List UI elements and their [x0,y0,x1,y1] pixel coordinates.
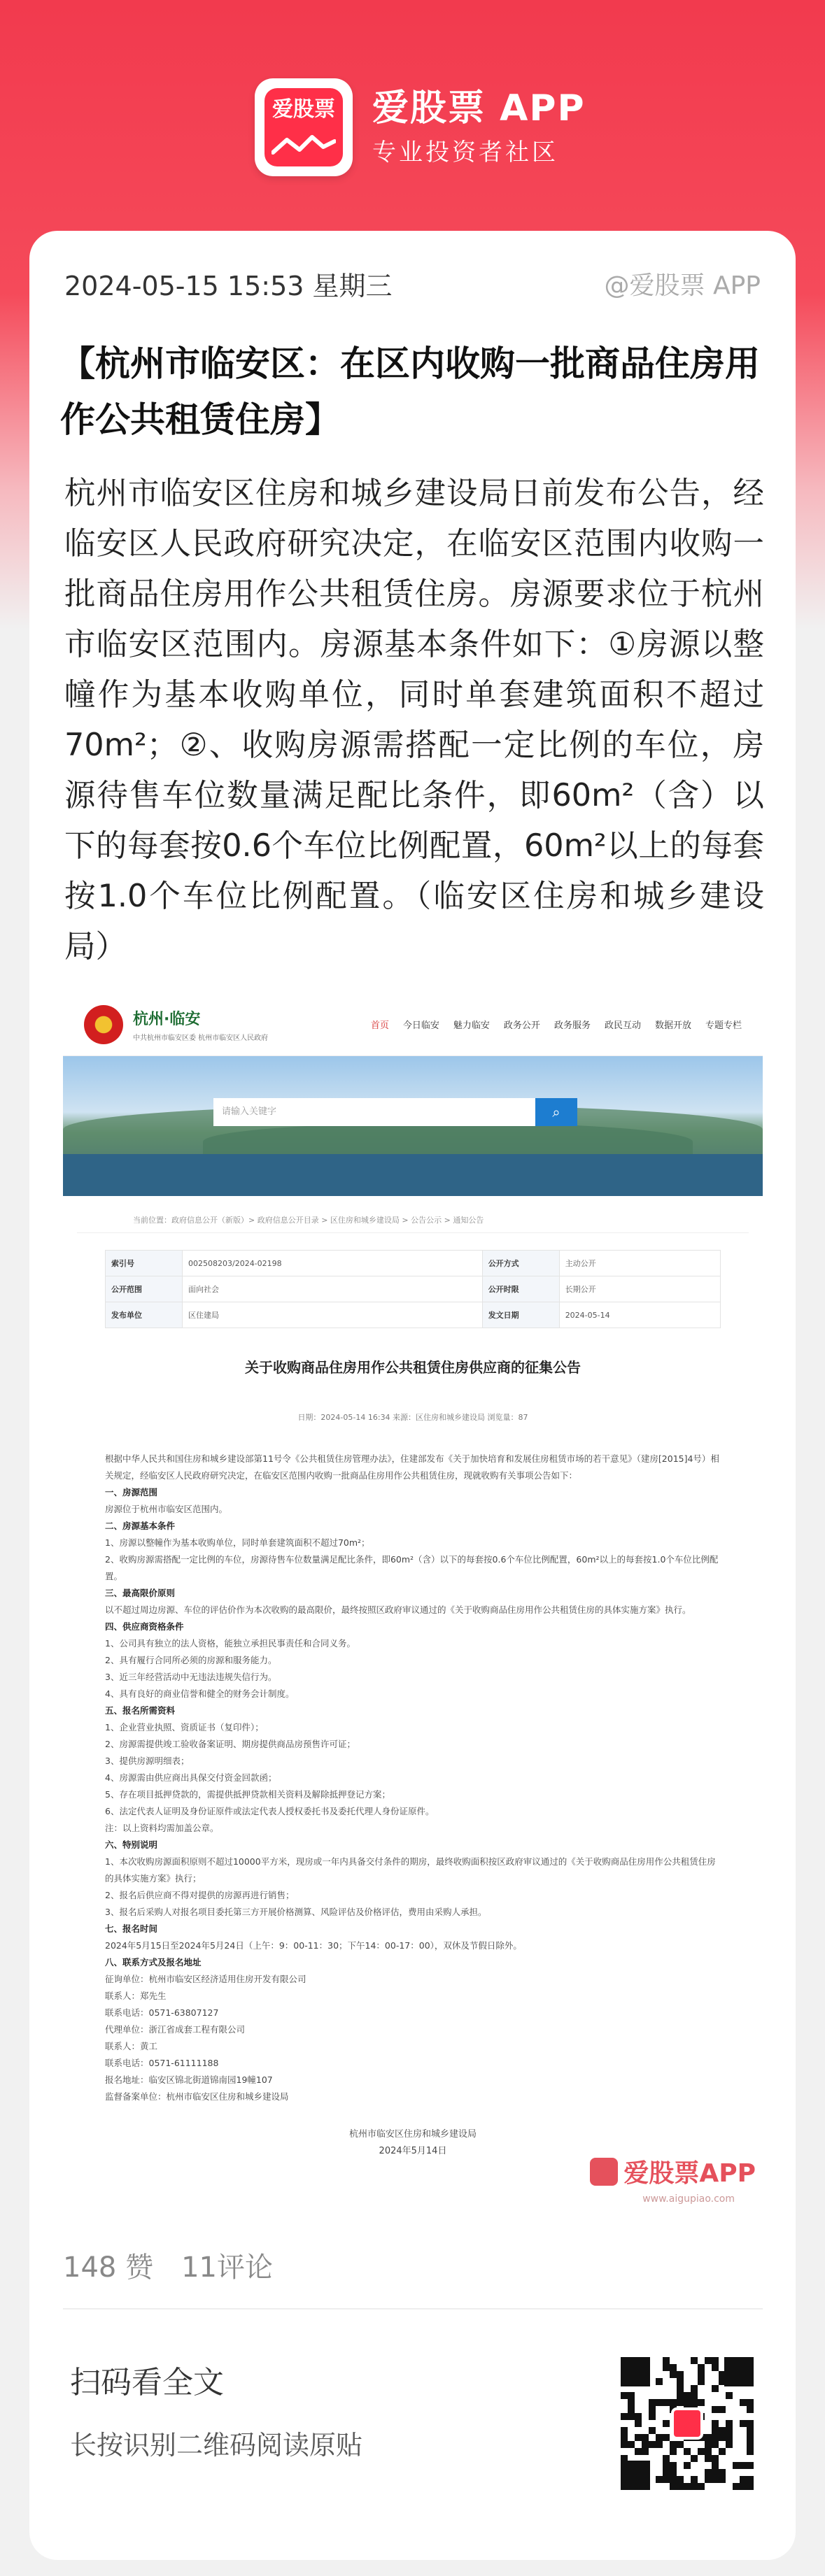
notice-paragraph: 联系电话：0571-63807127 [105,2007,219,2018]
notice-section-heading: 七、报名时间 [105,1923,158,1934]
notice-info: 日期：2024-05-14 16:34 来源：区住房和城乡建设局 浏览量：87 [297,1413,528,1422]
notice-heading: 关于收购商品住房用作公共租赁住房供应商的征集公告 [245,1359,581,1376]
site-nav-item: 专题专栏 [705,1020,742,1031]
notice-section-heading: 二、房源基本条件 [105,1521,176,1531]
notice-paragraph: 联系人：黄工 [105,2041,158,2051]
notice-paragraph: 2、报名后供应商不得对提供的房源再进行销售； [105,1890,295,1900]
app-slogan: 专业投资者社区 [372,138,558,166]
site-header [63,993,763,1056]
notice-paragraph: 1、企业营业执照、资质证书（复印件）； [105,1722,264,1732]
app-logo [255,78,353,176]
site-logo: 杭州·临安 [133,1010,201,1028]
sign-org: 杭州市临安区住房和城乡建设局 [348,2129,477,2140]
qr-code[interactable] [621,2357,754,2490]
chart-line-icon [272,131,336,159]
table-key: 发文日期 [482,1302,559,1328]
notice-paragraph: 6、法定代表人证明及身份证原件或法定代表人授权委托书及委托代理人身份证原件。 [105,1806,435,1816]
notice-paragraph: 注：以上资料均需加盖公章。 [105,1823,219,1833]
notice-section-heading: 八、联系方式及报名地址 [105,1957,202,1967]
notice-paragraph: 根据中华人民共和国住房和城乡建设部第11号令《公共租赁住房管理办法》，住建部发布《关于加快培育和发展住房租赁市场的若干意见》（建房[2015]4号）相关规定，经临安区人民政府研究决定，在临安区范围内收购一批商品住房用作公共租赁住房，现就收购有关事项公告如下： [105,1453,719,1481]
site-nav [371,1018,742,1031]
post-stats [63,2245,273,2285]
post-date: 2024-05-15 15:53 星期三 [64,270,393,301]
table-key: 公开方式 [482,1251,559,1276]
table-row [106,1302,721,1328]
notice-screenshot[interactable] [63,993,763,2217]
notice-section-heading: 一、房源范围 [105,1487,158,1497]
notice-paragraph: 房源位于杭州市临安区范围内。 [105,1504,228,1514]
table-key: 发布单位 [106,1302,183,1328]
site-nav-item: 首页 [370,1020,389,1031]
notice-paragraph: 1、公司具有独立的法人资格，能独立承担民事责任和合同义务。 [105,1638,355,1649]
notice-paragraph: 4、具有良好的商业信誉和健全的财务会计制度。 [105,1688,295,1699]
notice-paragraph: 报名地址：临安区锦北街道锦南园19幢107 [105,2075,273,2085]
site-nav-item: 政民互动 [604,1020,641,1031]
app-name: 爱股票 APP [372,87,586,129]
notice-paragraph: 联系人：郑先生 [105,1991,167,2001]
site-search [213,1098,577,1126]
comment-count[interactable]: 11评论 [181,2251,273,2284]
post-body: 杭州市临安区住房和城乡建设局日前发布公告，经临安区人民政府研究决定，在临安区范围内收购一批商品住房用作公共租赁住房。房源要求位于杭州市临安区范围内。房源基本条件如下：①房源以整幢作为基本收购单位，同时单套建筑面积不超过70m²；②、收购房源需搭配一定比例的车位，房源待售车位数量满足配比条件，即60m²（含）以下的每套按0.6个车位比例配置，60m²以上的每套按1.0个车位比例配置。（临安区住房和城乡建设局） [64,476,764,965]
table-row [106,1251,721,1276]
notice-paragraph: 代理单位：浙江省成套工程有限公司 [105,2024,246,2035]
logo-text: 爱股票 [272,97,335,122]
notice-paragraph: 2、具有履行合同所必须的房源和服务能力。 [105,1655,277,1665]
search-icon: ⌕ [535,1098,577,1126]
site-nav-item: 政务服务 [553,1020,591,1031]
qr-title: 扫码看全文 [70,2365,224,2400]
notice-paragraph: 5、存在项目抵押贷款的，需提供抵押贷款相关资料及解除抵押登记方案； [105,1789,390,1800]
notice-paragraph: 以不超过周边房源、车位的评估价作为本次收购的最高限价，最终按照区政府审议通过的《关于收购商品住房用作公共租赁住房的具体实施方案》执行。 [105,1604,691,1615]
table-value: 002508203/2024-02198 [183,1251,483,1276]
like-count[interactable]: 148 赞 [63,2251,154,2284]
notice-section-heading: 三、最高限价原则 [105,1588,176,1598]
notice-paragraph: 4、房源需由供应商出具保交付资金回款函； [105,1772,277,1783]
divider [63,2308,763,2310]
qr-subtitle: 长按识别二维码阅读原贴 [70,2430,363,2461]
table-key: 索引号 [106,1251,183,1276]
notice-meta-table [105,1250,721,1328]
site-nav-item: 政务公开 [503,1020,540,1031]
site-subtitle: 中共杭州市临安区委 杭州市临安区人民政府 [133,1034,269,1042]
notice-paragraph: 征询单位：杭州市临安区经济适用住房开发有限公司 [105,1974,306,1984]
brand-header [255,78,586,176]
post-source: @爱股票 APP [604,271,761,300]
notice-section-heading: 六、特别说明 [105,1840,158,1850]
table-value: 主动公开 [559,1251,720,1276]
notice-paragraph: 2、房源需提供竣工验收备案证明、期房提供商品房预售许可证； [105,1739,355,1749]
notice-paragraph: 1、本次收购房源面积原则不超过10000平方米，现房或一年内具备交付条件的期房，最终收购面积按区政府审议通过的《关于收购商品住房用作公共租赁住房的具体实施方案》执行； [105,1856,716,1884]
table-row [106,1276,721,1302]
table-value: 2024-05-14 [559,1302,720,1328]
table-value: 区住建局 [183,1302,483,1328]
notice-paragraph: 3、提供房源明细表； [105,1756,190,1766]
watermark-logo-icon [590,2158,618,2186]
site-banner [63,1056,763,1196]
site-nav-item: 魅力临安 [453,1020,490,1031]
site-nav-item: 数据开放 [654,1020,691,1031]
qr-logo-icon [671,2407,703,2440]
watermark-text: 爱股票APP [623,2159,756,2188]
watermark-url: www.aigupiao.com [642,2193,735,2205]
table-value: 长期公开 [559,1276,720,1302]
notice-paragraph: 1、房源以整幢作为基本收购单位，同时单套建筑面积不超过70m²； [105,1537,370,1548]
table-value: 面向社会 [183,1276,483,1302]
site-nav-item: 今日临安 [402,1020,439,1031]
breadcrumb: 当前位置：政府信息公开（新版）> 政府信息公开目录 > 区住房和城乡建设局 > 公告公示 > 通知公告 [77,1196,749,1233]
sign-date: 2024年5月14日 [379,2146,447,2156]
table-key: 公开时限 [482,1276,559,1302]
notice-paragraph: 监督备案单位：杭州市临安区住房和城乡建设局 [105,2091,289,2102]
notice-section-heading: 五、报名所需资料 [105,1705,176,1716]
watermark [590,2154,756,2189]
notice-paragraph: 2024年5月15日至2024年5月24日（上午：9：00-11：30；下午14：00-17：00），双休及节假日除外。 [105,1940,522,1951]
notice-text [105,1451,721,2105]
notice-section-heading: 四、供应商资格条件 [105,1621,184,1632]
notice-paragraph: 联系电话：0571-61111188 [105,2058,219,2068]
table-key: 公开范围 [106,1276,183,1302]
post-title: 【杭州市临安区：在区内收购一批商品住房用作公共租赁住房】 [60,343,760,440]
national-emblem-icon [84,1005,123,1044]
notice-paragraph: 3、报名后采购人对报名项目委托第三方开展价格测算、风险评估及价格评估，费用由采购人承担。 [105,1907,487,1917]
post-card [29,231,796,2560]
notice-paragraph: 3、近三年经营活动中无违法违规失信行为。 [105,1672,277,1682]
site-search-input: 请输入关键字 [213,1098,535,1126]
notice-paragraph: 2、收购房源需搭配一定比例的车位，房源待售车位数量满足配比条件，即60m²（含）以下的每套按0.6个车位比例配置，60m²以上的每套按1.0个车位比例配置。 [105,1554,719,1581]
post-meta [64,266,761,301]
